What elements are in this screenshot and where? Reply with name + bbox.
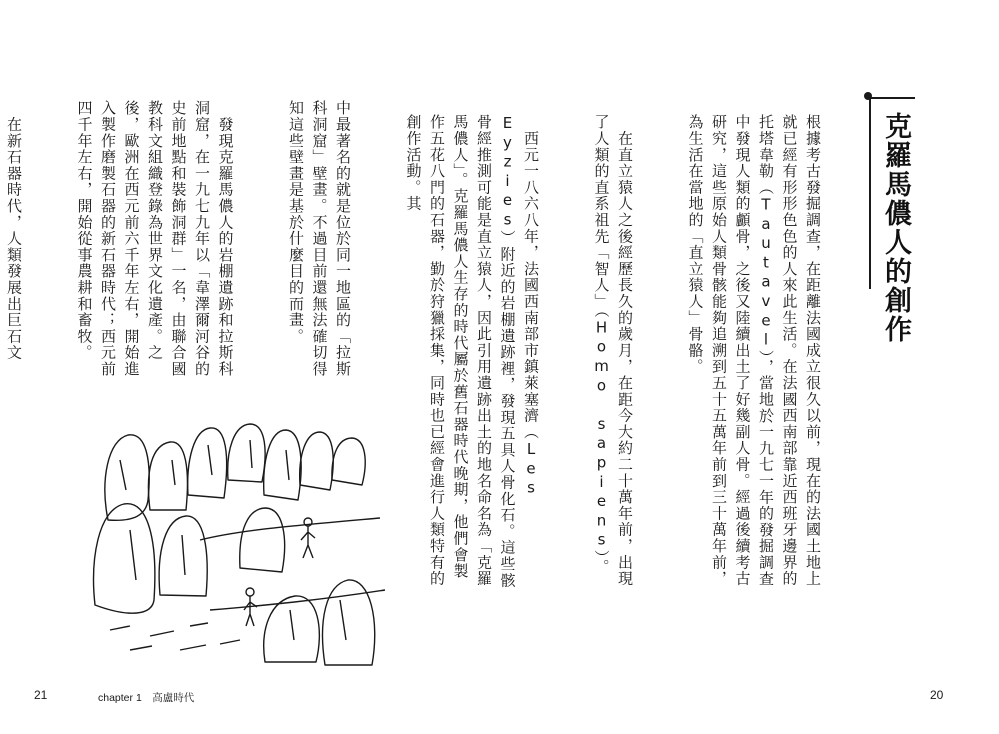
page-number-right: 20 — [930, 688, 944, 702]
paragraph: 發現克羅馬儂人的岩棚遺跡和拉斯科洞窟，在一九七九年以「韋澤爾河谷的史前地點和裝飾洞群」一名，由聯合國教科文組織登錄為世界文化遺產。之後，歐洲在西元前六千年左右，開始進入製作磨製石器的新石器時代；西元前四千年左右，開始從事農耕和畜牧。 — [75, 100, 235, 378]
page-number-left: 21 — [34, 688, 48, 702]
paragraph: 中最著名的就是位於同一地區的「拉斯科洞窟」壁畫。不過目前還無法確切得知這些壁畫是基於什麼目的而畫。 — [287, 100, 352, 378]
standing-stones-illustration — [90, 400, 390, 670]
section-title: 克羅馬儂人的創作 — [880, 112, 911, 344]
right-page-body — [404, 114, 871, 592]
running-header: chapter 1 高盧時代 — [98, 692, 195, 704]
paragraph: 根據考古發掘調查，在距離法國成立很久以前，現在的法國土地上就已經有形形色色的人來此生活。在法國西南部靠近西班牙邊界的托塔韋勒（Tautavel），當地於一九七一年的發掘調查中發現人類的顱骨，之後又陸續出土了好幾副人骨。經過後續考古研究，這些原始人類骨骸能夠追溯到五十五萬年前到三十萬年前，為生活在當地的「直立猿人」骨骼。 — [686, 114, 822, 587]
left-page-body — [5, 100, 401, 378]
paragraph: 在直立猿人之後經歷長久的歲月，在距今大約二十萬年前，出現了人類的直系祖先「智人」（Homo sapiens）。 — [592, 114, 634, 587]
paragraph: 在新石器時代，人類發展出巨石文 — [5, 116, 23, 361]
paragraph: 西元一八六八年，法國西南部市鎮萊塞濟（Les Eyzies）附近的岩棚遺跡裡，發現五具人骨化石。這些骸骨經推測可能是直立猿人，因此引用遺跡出土的地名命名為「克羅馬儂人」。克羅馬儂人生存的時代屬於舊石器時代晚期，他們會製作五花八門的石器，勤於狩獵採集，同時也已經會進行人類特有的創作活動。其 — [404, 114, 540, 589]
